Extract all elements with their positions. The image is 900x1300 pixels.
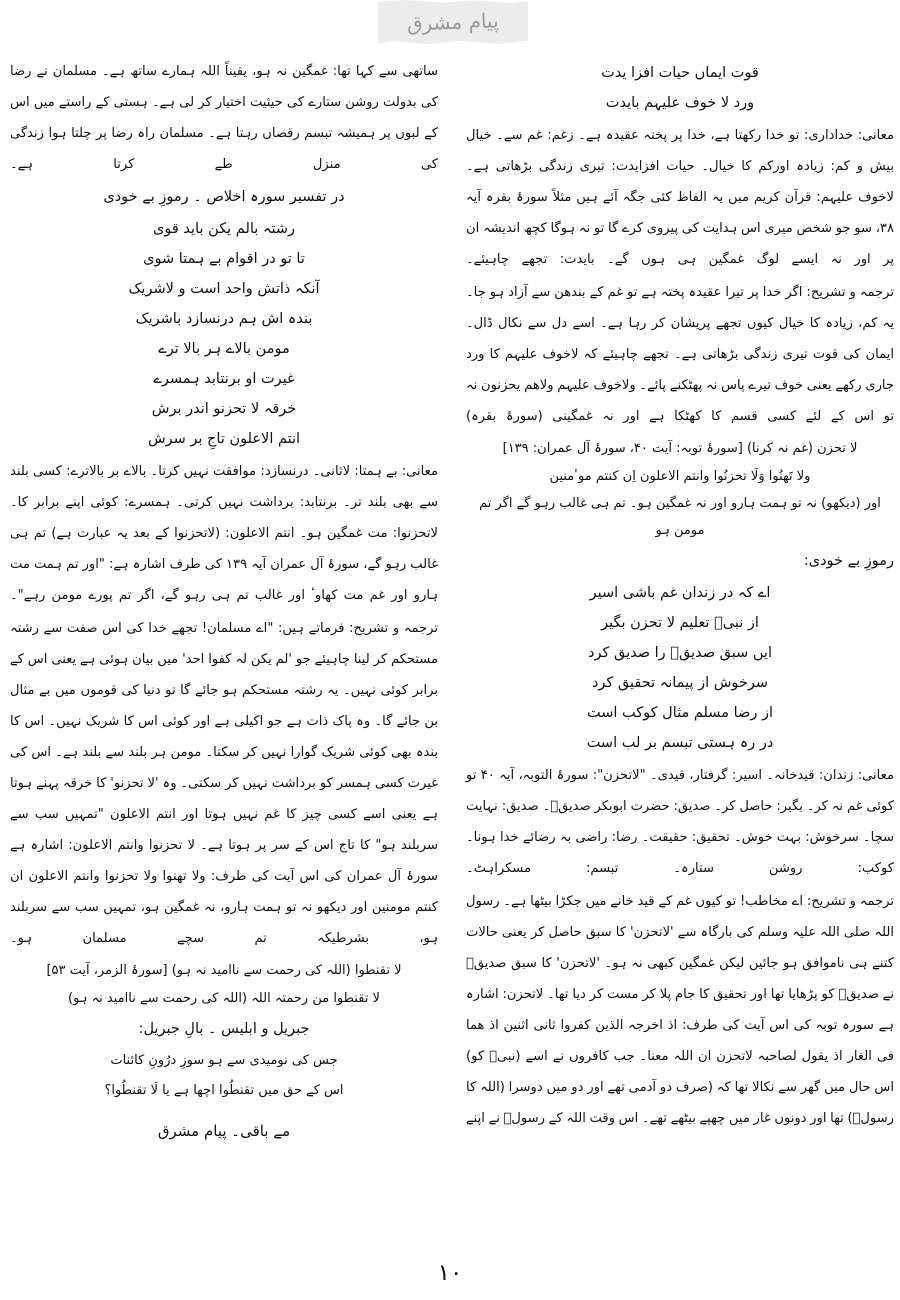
right-verse-2 <box>466 578 894 758</box>
left-section-heading-1: در تفسیر سورہ اخلاص ۔ رموزِ بے خودی <box>103 189 345 205</box>
verse-line: از رضا مسلم مثال کوکب است <box>586 705 773 721</box>
verse-line: اے کہ در زندان غم باشی اسیر <box>589 585 771 601</box>
right-meanings-1: معانی: خداداری: تو خدا رکھتا ہے، خدا پر پختہ عقیدہ ہے۔ زغم: غم سے۔ خیال بیش و کم: زیادہ اورکم کا خیال۔ حیات افزایدت: تیری زندگی بڑھاتی ہے۔ لاخوف علیہم: قرآن کریم میں یہ الفاظ کئی جگہ آئے ہیں مثلاً سورۂ بقرہ آیہ ۳۸، سو جو شخص میری اس ہدایت کی پیروی کرے گا تو نہ ہوگا کچھ اندیشہ ان پر اور نہ ایسے لوگ غمگین ہی ہوں گے۔ بایدت: تجھے چاہیئے۔ <box>466 128 894 267</box>
verse-line: اس کے حق میں تقنطُوا اچھا ہے یا لَا تقنطُوا؟ <box>104 1083 344 1098</box>
right-reference-1: لا تحزن (غم نہ کرنا) [سورۂ توبہ: آیت ۴۰، سورۂ آل عمران: ۱۳۹] <box>502 441 858 456</box>
column-right <box>460 56 900 1241</box>
right-translation-2: ترجمہ و تشریح: اے مخاطب! تو کیوں غم کے قید خانے میں جکڑا بیٹھا ہے۔ رسول اللہ صلی اللہ علیہ وسلم کی بارگاہ سے 'لاتحزن' کا سبق حاصل کر یعنی حالات کتنے ہی ناموافق ہو جائیں لیکن غمگین کبھی نہ ہو۔ 'لاتحزن' کا سبق صدیقؓ نے صدیقؓ کو پڑھایا تھا اور تحقیق کا جام پلا کر مست کر دیا تھا۔ لاتحزن: اشارہ ہے سورہ توبہ کی اس آیت کی طرف: اذ اخرجہ الذین کفروا ثانی اثنین اذ ھما فی الغار اذ یقول لصاحبہ لاتحزن ان اللہ معنا۔ جب کافروں نے اسے (نبیؐ کو) اس حال میں گھر سے نکالا تھا کہ (صرف دو آدمی تھے اور دو میں دوسرا (اللہ کا رسولؐ) تھا اور دونوں غار میں چھپے بیٹھے تھے۔ اس وقت اللہ کے رسولؐ نے اپنے <box>466 894 894 1126</box>
left-arabic-line: لا تقنطوا من رحمتہ اللہ (اللہ کی رحمت سے ناامید نہ ہو) <box>68 991 380 1006</box>
verse-line: سرخوش از پیمانہ تحقیق کرد <box>591 675 769 691</box>
page-title: پیام مشرق <box>406 8 500 36</box>
verse-line: مومن بالاے ہر بالا ترے <box>158 341 290 357</box>
verse-line: قوت ایماں حیات افزا یدت <box>601 65 759 81</box>
header-ribbon <box>378 0 528 44</box>
verse-line: ایں سبق صدیقؓ را صدیق کرد <box>588 645 772 661</box>
verse-line: غیرت او برنتابد ہمسرے <box>153 371 295 387</box>
verse-line: ورد لا خوف علیہم بایدت <box>605 95 755 111</box>
verse-line: جس کی نومیدی سے ہو سوزِ درُونِ کائنات <box>110 1053 338 1068</box>
left-translation-1: ترجمہ و تشریح: فرماتے ہیں: "اے مسلمان! تجھے خدا کی اس صفت سے رشتہ مستحکم کر لینا چاہیئے جو 'لم یکن لہ کفوا احد' میں بیان ہوئی ہے یعنی اس کے برابر کوئی نہیں۔ یہ رشتہ مستحکم ہو جائے گا تو دنیا کی قوموں میں بے مثال بن جائے گا۔ وہ پاک ذات ہے جو اکیلی ہے اور کوئی اس کا شریک نہیں۔ اس کا بندہ بھی کوئی شریک گوارا نہیں کر سکتا۔ مومن ہر بلند سے بلند ہے۔ اس کی غیرت کسی ہمسر کو برداشت نہیں کر سکتی۔ وہ 'لا تحزنو' کا خرقہ پہنے ہوتا ہے یعنی اسے کسی چیز کا غم نہیں ہوتا اور انتم الاعلون "تمہیں سب سے سربلند ہو" کا تاج اس کے سر پر ہوتا ہے۔ لا تحزنوا وانتم الاعلون: اشارہ ہے سورۂ آل عمران کی اس آیت کی طرف: ولا تھنوا ولا تحزنوا وانتم الاعلون ان کنتم مومنین اور دیکھو نہ تو ہمت ہارو، نہ غمگین ہو، تمہیں سب سے سربلند ہو، بشرطیکہ تم سچے مسلمان ہو۔ <box>10 621 438 946</box>
left-signature: مے باقی۔ پیام مشرق <box>157 1122 291 1140</box>
verse-line: تا تو در اقوام بے ہمتا شوی <box>143 251 305 267</box>
left-verse-1 <box>10 214 438 454</box>
left-section-heading-2: جبریل و ابلیس ۔ بالِ جبریل: <box>138 1021 310 1037</box>
right-section-heading: رموزِ بے خودی: <box>803 553 894 569</box>
verse-line: خرقہ لا تحزنو اندر برش <box>151 401 297 417</box>
verse-line: آنکہ ذاتش واحد است و لاشریک <box>128 281 320 297</box>
right-meanings-2: معانی: زندان: قیدخانہ۔ اسیر: گرفتار، قیدی۔ "لاتحزن": سورۂ التوبہ، آیہ ۴۰ تو کوئی غم نہ کر۔ بگیر: حاصل کر۔ صدیق: حضرت ابوبکر صدیقؓ۔ صدیق: نہایت سچا۔ سرخوش: بہت خوش۔ تحقیق: حقیقت۔ رضا: راضی بہ رضائے خدا ہونا۔ کوکب: روشن ستارہ۔ تبسم: مسکراہٹ۔ <box>466 768 894 876</box>
right-arabic-1: ولا تَھنُوا وَلَا تحزنُوا وانتم الاعلون اِن کنتم موٴمنین <box>549 469 811 484</box>
verse-line: از نبیؐ تعلیم لا تحزن بگیر <box>601 615 759 631</box>
page-number: ١٠ <box>437 1260 463 1286</box>
right-gloss-1: اور (دیکھو) نہ تو ہمت ہارو اور نہ غمگین ہو۔ تم ہی غالب رہو گے اگر تم مومن ہو <box>479 496 881 538</box>
page-body <box>0 56 900 1241</box>
left-verse-2 <box>10 1046 438 1106</box>
column-left <box>4 56 444 1241</box>
right-verse-1 <box>466 58 894 118</box>
left-reference-line: لا تقنطوا (اللہ کی رحمت سے ناامید نہ ہو) [سورۂ الزمر، آیت ۵۳] <box>46 963 402 978</box>
verse-line: رشتہ بالم یکن باید قوی <box>153 221 295 237</box>
verse-line: در رہ ہستی تبسم بر لب است <box>586 735 774 751</box>
verse-line: بندہ اش ہم درنسازد باشریک <box>135 311 313 327</box>
left-meanings-1: معانی: بے ہمتا: لاثانی۔ درنسازد: موافقت نہیں کرتا۔ بالاے بر بالاترے: کسی بلند سے بھی بلند تر۔ برنتابد: برداشت نہیں کرتی۔ ہمسرے: کوئی اپنے برابر کا۔ لاتحزنوا: مت غمگین ہو۔ انتم الاعلون: (لاتحزنوا کے بعد یہ عبارت ہے) تم ہی غالب رہو گے، سورۂ آل عمران آیہ ۱۳۹ کی طرف اشارہ ہے: "اور تم ہمت مت ہارو اور غم مت کھاوٴ اور غالب تم ہی رہو گے، اگر تم پورے مومن رہے"۔ <box>10 464 438 603</box>
left-prose-continuation: ساتھی سے کہا تھا: غمگین نہ ہو، یقیناً اللہ ہمارے ساتھ ہے۔ مسلمان نے رضا کی بدولت روشن ستارے کی حیثیت اختیار کر لی ہے۔ ہستی کے راستے میں اس کے لبوں پر ہمیشہ تبسم رقصاں رہتا ہے۔ مسلمان راہ رضا پر چلتا ہوا زندگی کی منزل طے کرتا ہے۔ <box>10 64 438 172</box>
verse-line: انتم الاعلون تاجِ بر سرش <box>147 431 301 447</box>
right-translation-1: ترجمہ و تشریح: اگر خدا پر تیرا عقیدہ پختہ ہے تو غم کے بندھن سے آزاد ہو جا۔ یہ کم، زیادہ کا خیال کیوں تجھے پریشان کر رہا ہے۔ اسے دل سے نکال ڈال۔ ایمان کی قوت تیری زندگی بڑھاتی ہے۔ تجھے چاہیئے کہ لاخوف علیہم کا ورد جاری رکھے یعنی خوف تیرے پاس نہ پھٹکنے پائے۔ ولاخوف علیہم ولاھم یحزنون نہ تو اس کے لئے کسی قسم کا کھٹکا ہے اور نہ غمگینی (سورۂ بقرہ) <box>466 285 894 424</box>
